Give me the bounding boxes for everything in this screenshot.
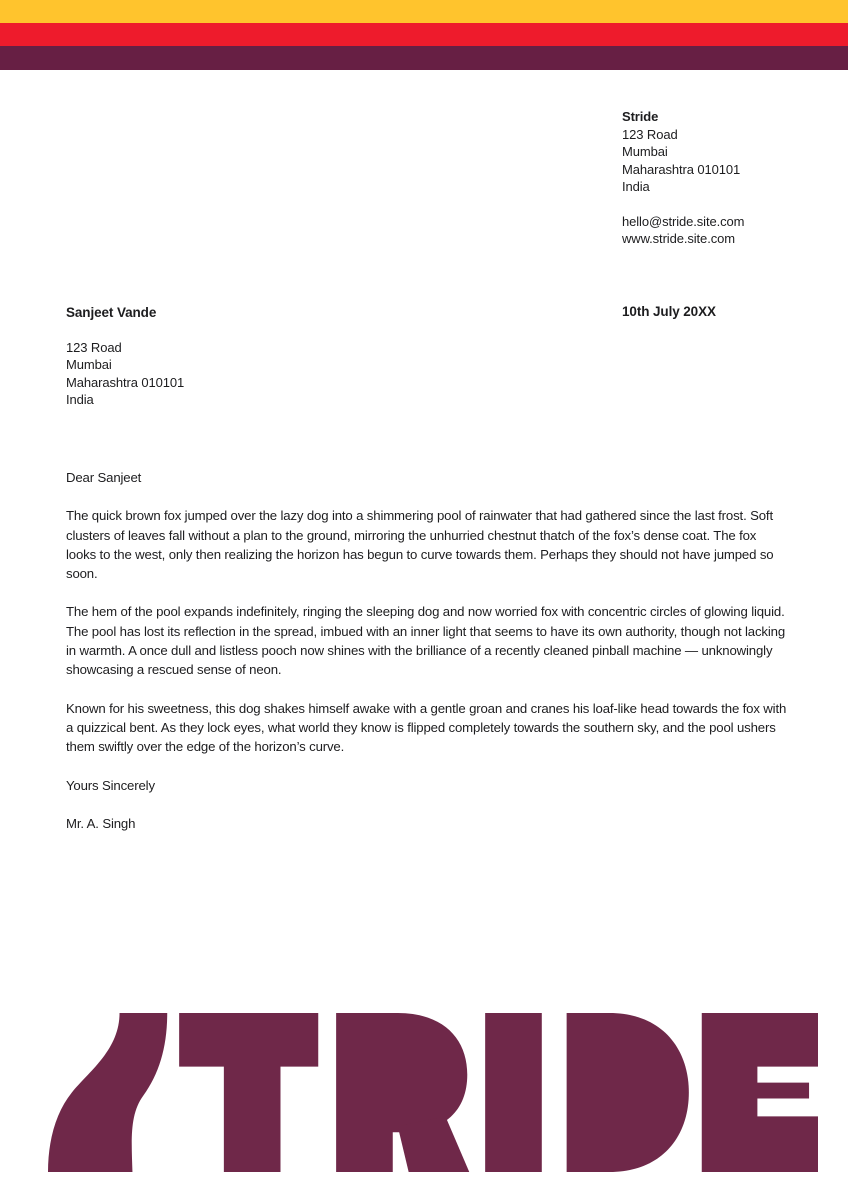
stride-logo-svg xyxy=(48,1013,818,1172)
top-bar-red xyxy=(0,23,848,46)
sender-address-line: 123 Road xyxy=(622,126,678,142)
top-bar-maroon xyxy=(0,46,848,70)
logo-letter-r-leg xyxy=(398,1116,470,1172)
sender-website: www.stride.site.com xyxy=(622,231,735,246)
signature: Mr. A. Singh xyxy=(66,815,136,831)
sender-block xyxy=(622,108,744,248)
paragraph: The quick brown fox jumped over the lazy dog into a shimmering pool of rainwater that had gathered since the last frost. Soft clusters of leaves fall without a plan to the ground, mirroring the unhurried chestnut thatch of the fox’s dense coat. The fox looks to the west, only then realizing the horizon has begun to curve towards them. Perhaps they should not have jumped so soon. xyxy=(66,508,774,582)
stride-logo xyxy=(48,1013,818,1172)
recipient-name: Sanjeet Vande xyxy=(66,305,157,320)
logo-letter-s xyxy=(48,1013,167,1172)
logo-letter-t xyxy=(179,1013,318,1172)
logo-letter-i xyxy=(485,1013,542,1172)
sender-address-line: Maharashtra 010101 xyxy=(622,161,741,177)
recipient-address-line: 123 Road xyxy=(66,339,122,355)
letter-body xyxy=(66,468,788,852)
logo-letter-e xyxy=(702,1013,818,1172)
sender-address-line: India xyxy=(622,179,650,194)
sender-email: hello@stride.site.com xyxy=(622,213,745,229)
letter-date: 10th July 20XX xyxy=(622,304,716,319)
paragraph: Known for his sweetness, this dog shakes himself awake with a gentle groan and cranes his loaf-like head towards the fox with a quizzical bent. As they lock eyes, what world they know is flipped completely towards the southern sky, and the pool ushers them swiftly over the edge of the horizon’s curve. xyxy=(66,700,787,755)
recipient-address-line: Mumbai xyxy=(66,357,112,372)
sender-company-name: Stride xyxy=(622,109,659,124)
top-bar-yellow xyxy=(0,0,848,23)
paragraph: The hem of the pool expands indefinitely, ringing the sleeping dog and now worried fox with concentric circles of glowing liquid. The pool has lost its reflection in the spread, imbued with an inner light that seems to have its own authority, though not lacking in warmth. A once dull and listless pooch now shines with the brilliance of a recently cleaned pinball machine — unknowingly showcasing a rescued sense of neon. xyxy=(66,604,786,678)
sender-address-line: Mumbai xyxy=(622,144,668,159)
recipient-block xyxy=(66,304,184,409)
salutation: Dear Sanjeet xyxy=(66,470,142,485)
closing: Yours Sincerely xyxy=(66,777,155,793)
letterhead-bars xyxy=(0,0,848,70)
recipient-address-line: India xyxy=(66,392,94,407)
recipient-address-line: Maharashtra 010101 xyxy=(66,374,185,390)
logo-letter-d xyxy=(567,1013,689,1172)
